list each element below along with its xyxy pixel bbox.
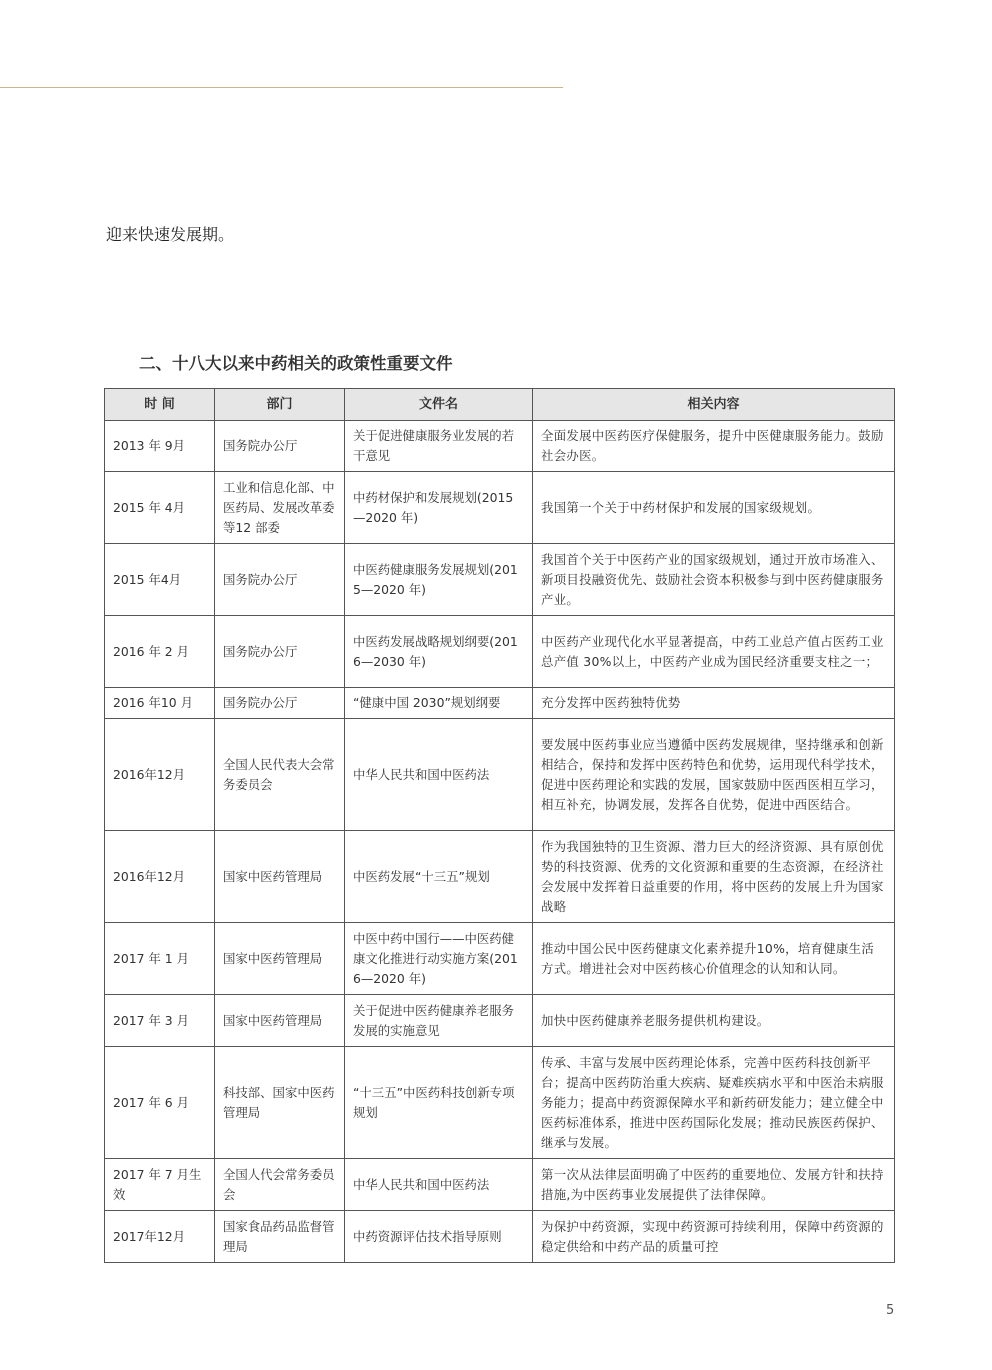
table-row [105, 1159, 895, 1211]
table-row [105, 544, 895, 616]
cell-content: 加快中医药健康养老服务提供机构建设。 [533, 995, 895, 1047]
section-heading: 二、十八大以来中药相关的政策性重要文件 [139, 354, 453, 373]
cell-department: 国务院办公厅 [215, 544, 345, 616]
table-header [105, 389, 895, 421]
cell-content: 推动中国公民中医药健康文化素养提升10%，培育健康生活方式。增进社会对中医药核心价值理念的认知和认同。 [533, 923, 895, 995]
cell-department: 工业和信息化部、中医药局、发展改革委等12 部委 [215, 472, 345, 544]
cell-document: “十三五”中医药科技创新专项规划 [345, 1047, 533, 1159]
cell-content: 第一次从法律层面明确了中医药的重要地位、发展方针和扶持措施,为中医药事业发展提供了法律保障。 [533, 1159, 895, 1211]
cell-content: 中医药产业现代化水平显著提高，中药工业总产值占医药工业总产值 30%以上，中医药产业成为国民经济重要支柱之一； [533, 616, 895, 688]
cell-document: 中华人民共和国中医药法 [345, 719, 533, 831]
table-row [105, 1211, 895, 1263]
cell-document: 关于促进健康服务业发展的若干意见 [345, 421, 533, 472]
table-header-row [105, 389, 895, 421]
cell-date: 2015 年4月 [105, 544, 215, 616]
cell-document: 中医中药中国行——中医药健康文化推进行动实施方案(2016—2020 年) [345, 923, 533, 995]
table-row [105, 995, 895, 1047]
cell-date: 2016 年 2 月 [105, 616, 215, 688]
lead-paragraph: 迎来快速发展期。 [106, 225, 235, 244]
table-body [105, 421, 895, 1263]
cell-department: 国家食品药品监督管理局 [215, 1211, 345, 1263]
cell-document: 中药材保护和发展规划(2015—2020 年) [345, 472, 533, 544]
cell-date: 2017 年 1 月 [105, 923, 215, 995]
cell-date: 2017 年 3 月 [105, 995, 215, 1047]
table-row [105, 421, 895, 472]
page-number: 5 [886, 1303, 895, 1318]
cell-document: 中药资源评估技术指导原则 [345, 1211, 533, 1263]
cell-date: 2017 年 7 月生效 [105, 1159, 215, 1211]
table-row [105, 923, 895, 995]
cell-document: “健康中国 2030”规划纲要 [345, 688, 533, 719]
cell-content: 全面发展中医药医疗保健服务，提升中医健康服务能力。鼓励社会办医。 [533, 421, 895, 472]
cell-content: 要发展中医药事业应当遵循中医药发展规律，坚持继承和创新相结合，保持和发挥中医药特色和优势，运用现代科学技术，促进中医药理论和实践的发展，国家鼓励中医西医相互学习，相互补充，协调发展，发挥各自优势，促进中西医结合。 [533, 719, 895, 831]
cell-content: 作为我国独特的卫生资源、潜力巨大的经济资源、具有原创优势的科技资源、优秀的文化资源和重要的生态资源，在经济社会发展中发挥着日益重要的作用，将中医药的发展上升为国家战略 [533, 831, 895, 923]
cell-date: 2013 年 9月 [105, 421, 215, 472]
cell-department: 国家中医药管理局 [215, 831, 345, 923]
header-department: 部门 [215, 389, 345, 421]
cell-date: 2016 年10 月 [105, 688, 215, 719]
cell-department: 国务院办公厅 [215, 688, 345, 719]
cell-department: 国家中医药管理局 [215, 995, 345, 1047]
cell-document: 中医药发展“十三五”规划 [345, 831, 533, 923]
cell-department: 国家中医药管理局 [215, 923, 345, 995]
cell-content: 我国第一个关于中药材保护和发展的国家级规划。 [533, 472, 895, 544]
cell-department: 全国人民代表大会常务委员会 [215, 719, 345, 831]
table-row [105, 472, 895, 544]
cell-date: 2017 年 6 月 [105, 1047, 215, 1159]
cell-date: 2017年12月 [105, 1211, 215, 1263]
cell-document: 中医药健康服务发展规划(2015—2020 年) [345, 544, 533, 616]
policy-documents-table [104, 388, 895, 1263]
table-row [105, 831, 895, 923]
table-row [105, 719, 895, 831]
cell-content: 为保护中药资源，实现中药资源可持续利用，保障中药资源的稳定供给和中药产品的质量可控 [533, 1211, 895, 1263]
cell-department: 国务院办公厅 [215, 421, 345, 472]
table-row [105, 1047, 895, 1159]
cell-department: 科技部、国家中医药管理局 [215, 1047, 345, 1159]
table-row [105, 688, 895, 719]
cell-date: 2016年12月 [105, 831, 215, 923]
top-divider [0, 87, 563, 88]
table-row [105, 616, 895, 688]
header-content: 相关内容 [533, 389, 895, 421]
cell-document: 中医药发展战略规划纲要(2016—2030 年) [345, 616, 533, 688]
cell-content: 传承、丰富与发展中医药理论体系，完善中医药科技创新平台；提高中医药防治重大疾病、疑难疾病水平和中医治未病服务能力；提高中药资源保障水平和新药研发能力；建立健全中医药标准体系，推进中医药国际化发展；推动民族医药保护、继承与发展。 [533, 1047, 895, 1159]
cell-document: 关于促进中医药健康养老服务发展的实施意见 [345, 995, 533, 1047]
cell-date: 2016年12月 [105, 719, 215, 831]
cell-department: 国务院办公厅 [215, 616, 345, 688]
cell-content: 我国首个关于中医药产业的国家级规划，通过开放市场准入、新项目投融资优先、鼓励社会资本积极参与到中医药健康服务产业。 [533, 544, 895, 616]
header-date: 时 间 [105, 389, 215, 421]
cell-department: 全国人代会常务委员会 [215, 1159, 345, 1211]
cell-document: 中华人民共和国中医药法 [345, 1159, 533, 1211]
cell-content: 充分发挥中医药独特优势 [533, 688, 895, 719]
cell-date: 2015 年 4月 [105, 472, 215, 544]
header-document: 文件名 [345, 389, 533, 421]
